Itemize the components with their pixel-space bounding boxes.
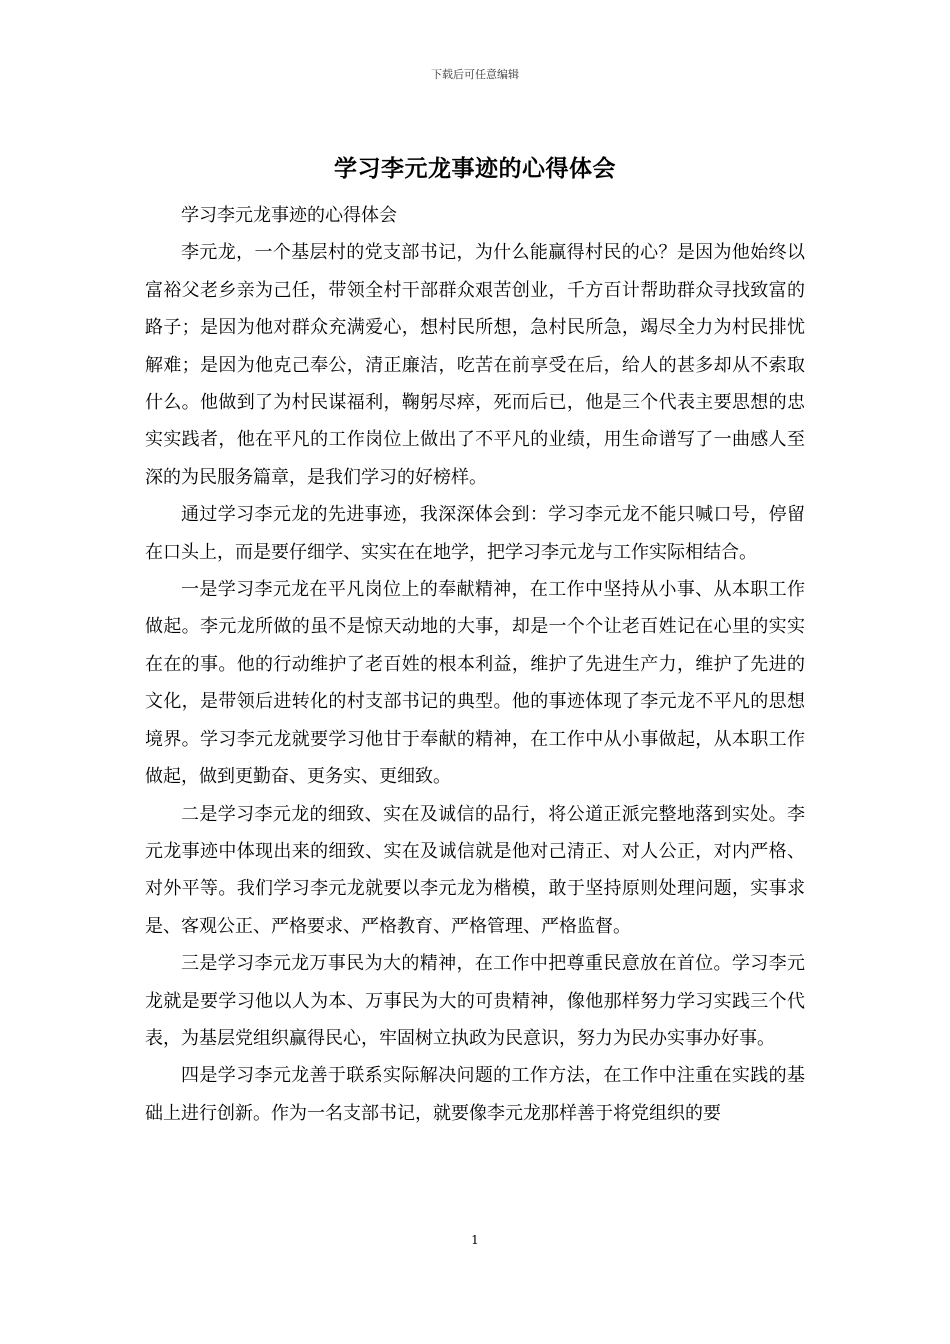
paragraph: 一是学习李元龙在平凡岗位上的奉献精神，在工作中坚持从小事、从本职工作做起。李元龙所做的虽不是惊天动地的大事，却是一个个让老百姓记在心里的实实在在的事。他的行动维护了老百姓的根本利益，维护了先进生产力，维护了先进的文化，是带领后进转化的村支部书记的典型。他的事迹体现了李元龙不平凡的思想境界。学习李元龙就要学习他甘于奉献的精神，在工作中从小事做起，从本职工作做起，做到更勤奋、更务实、更细致。 bbox=[145, 579, 805, 788]
paragraph-subtitle: 学习李元龙事迹的心得体会 bbox=[181, 205, 397, 226]
page-number: 1 bbox=[471, 1233, 479, 1247]
paragraph: 二是学习李元龙的细致、实在及诚信的品行，将公道正派完整地落到实处。李元龙事迹中体现出来的细致、实在及诚信就是他对己清正、对人公正，对内严格、对外平等。我们学习李元龙就要以李元龙为楷模，敢于坚持原则处理问题，实事求是、客观公正、严格要求、严格教育、严格管理、严格监督。 bbox=[145, 803, 805, 937]
document-body bbox=[145, 197, 805, 1132]
document-title: 学习李元龙事迹的心得体会 bbox=[334, 155, 616, 182]
paragraph: 三是学习李元龙万事民为大的精神，在工作中把尊重民意放在首位。学习李元龙就是要学习他以人为本、万事民为大的可贵精神，像他那样努力学习实践三个代表，为基层党组织赢得民心，牢固树立执政为民意识，努力为民办实事办好事。 bbox=[145, 953, 805, 1049]
paragraph: 四是学习李元龙善于联系实际解决问题的工作方法，在工作中注重在实践的基础上进行创新。作为一名支部书记，就要像李元龙那样善于将党组织的要 bbox=[145, 1065, 805, 1124]
paragraph: 李元龙，一个基层村的党支部书记，为什么能赢得村民的心？是因为他始终以富裕父老乡亲为己任，带领全村干部群众艰苦创业，千方百计帮助群众寻找致富的路子；是因为他对群众充满爱心，想村民所想，急村民所急，竭尽全力为村民排忧解难；是因为他克己奉公，清正廉洁，吃苦在前享受在后，给人的甚多却从不索取什么。他做到了为村民谋福利，鞠躬尽瘁，死而后已，他是三个代表主要思想的忠实实践者，他在平凡的工作岗位上做出了不平凡的业绩，用生命谱写了一曲感人至深的为民服务篇章，是我们学习的好榜样。 bbox=[145, 242, 805, 488]
page-header: 下载后可任意编辑 bbox=[431, 68, 519, 81]
paragraph: 通过学习李元龙的先进事迹，我深深体会到：学习李元龙不能只喊口号，停留在口头上，而是要仔细学、实实在在地学，把学习李元龙与工作实际相结合。 bbox=[145, 504, 805, 563]
